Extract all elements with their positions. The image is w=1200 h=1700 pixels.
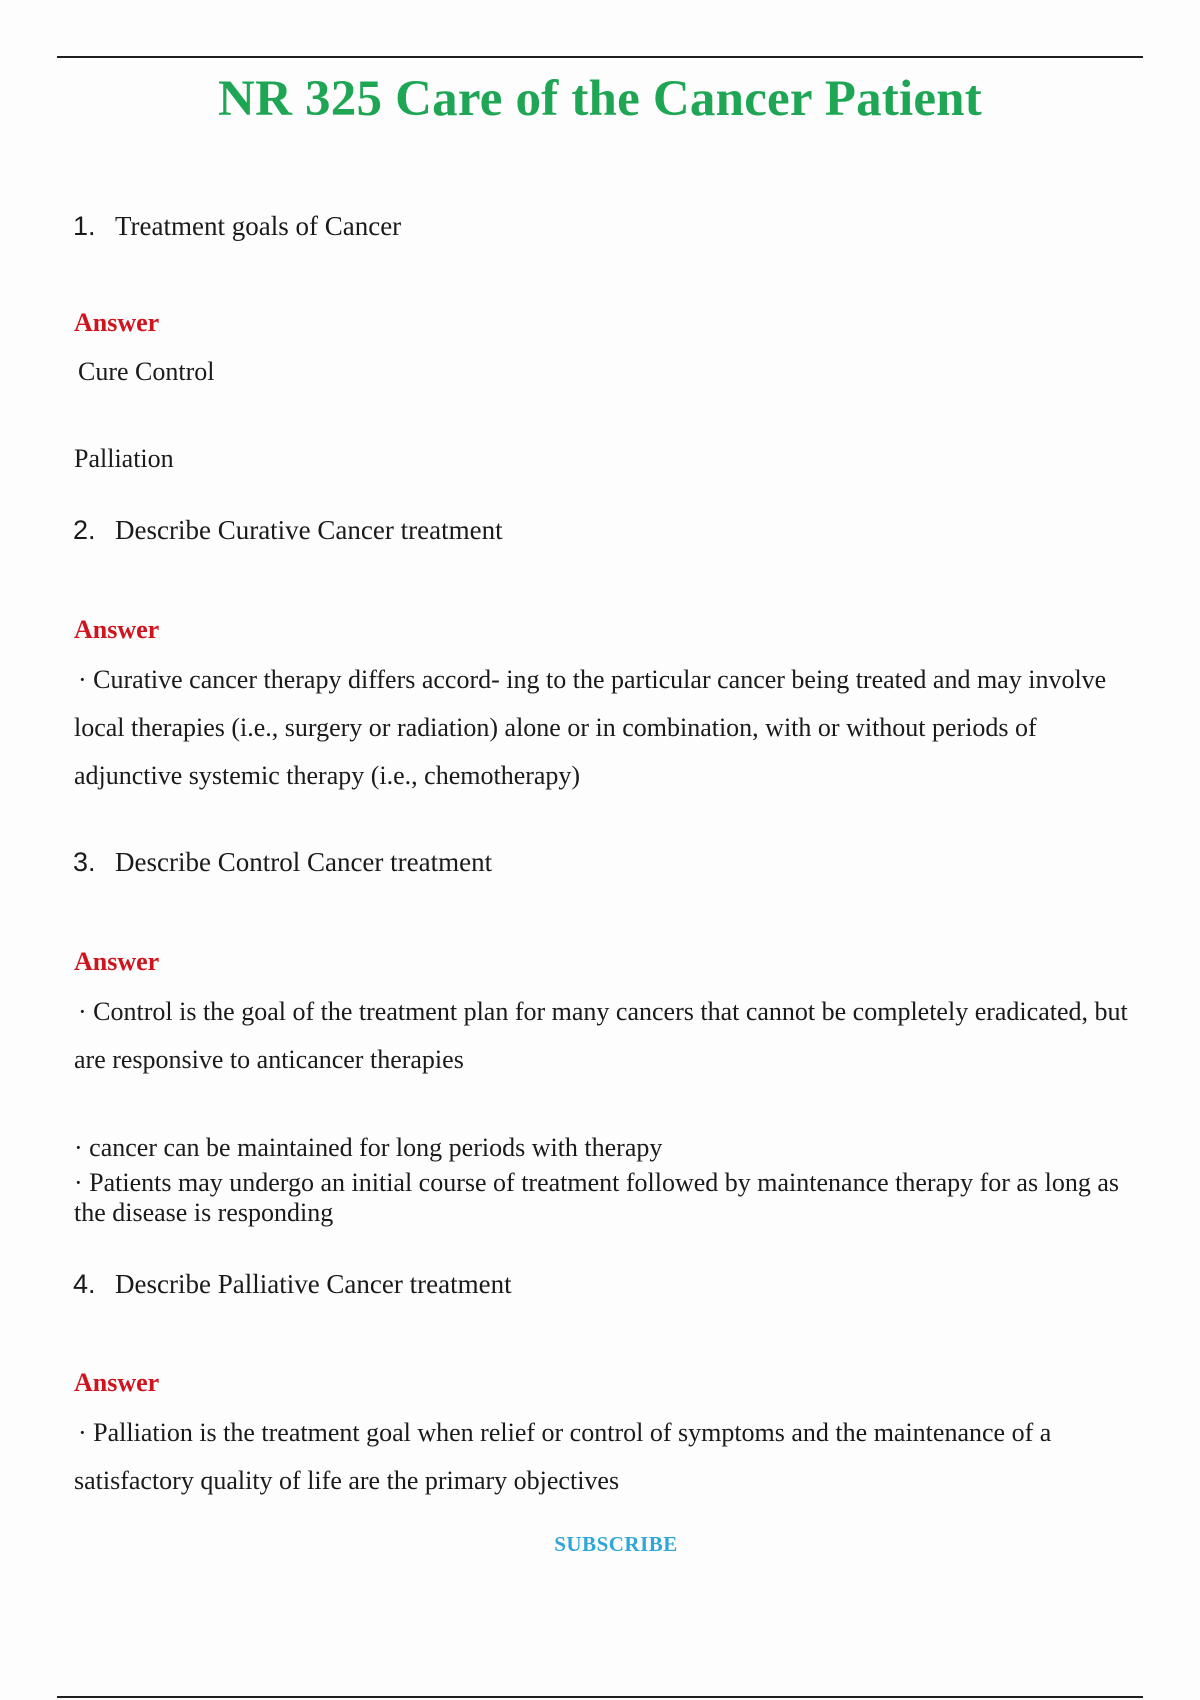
question-4 bbox=[73, 1268, 512, 1300]
bottom-rule bbox=[57, 1696, 1143, 1698]
question-text: Describe Palliative Cancer treatment bbox=[115, 1269, 512, 1299]
answer-3-bullet-2: · Patients may undergo an initial course of treatment followed by maintenance therapy for as long as the disease is responding bbox=[74, 1168, 1119, 1227]
question-text: Describe Control Cancer treatment bbox=[115, 847, 493, 877]
answer-3-bullet-1: · cancer can be maintained for long periods with therapy bbox=[74, 1133, 663, 1162]
answer-1-line-1: Cure Control bbox=[78, 357, 215, 386]
page-title: NR 325 Care of the Cancer Patient bbox=[218, 71, 982, 127]
question-number: 3. bbox=[73, 847, 96, 877]
question-1 bbox=[73, 210, 401, 242]
question-number: 2. bbox=[73, 515, 96, 545]
answer-label-2: Answer bbox=[74, 615, 160, 644]
answer-label-1: Answer bbox=[74, 308, 160, 337]
question-number: 1. bbox=[73, 211, 96, 241]
answer-1-line-2: Palliation bbox=[74, 444, 174, 473]
question-2 bbox=[73, 514, 503, 546]
question-text: Describe Curative Cancer treatment bbox=[115, 515, 503, 545]
answer-label-3: Answer bbox=[74, 947, 160, 976]
answer-label-4: Answer bbox=[74, 1368, 160, 1397]
answer-2-text: · Curative cancer therapy differs accord- ing to the particular cancer being treated and may involve local therapies (i.e., surgery or radiation) alone or in combination, with or without periods of adjunctive systemic therapy (i.e., chemotherapy) bbox=[74, 665, 1107, 790]
question-text: Treatment goals of Cancer bbox=[115, 211, 402, 241]
subscribe-link[interactable]: SUBSCRIBE bbox=[554, 1532, 678, 1556]
question-number: 4. bbox=[73, 1269, 96, 1299]
answer-4-text: · Palliation is the treatment goal when relief or control of symptoms and the maintenance of a satisfactory quality of life are the primary objectives bbox=[74, 1418, 1052, 1495]
top-rule bbox=[57, 56, 1143, 58]
answer-3-text: · Control is the goal of the treatment plan for many cancers that cannot be completely eradicated, but are responsive to anticancer therapies bbox=[74, 997, 1128, 1074]
question-3 bbox=[73, 846, 492, 878]
